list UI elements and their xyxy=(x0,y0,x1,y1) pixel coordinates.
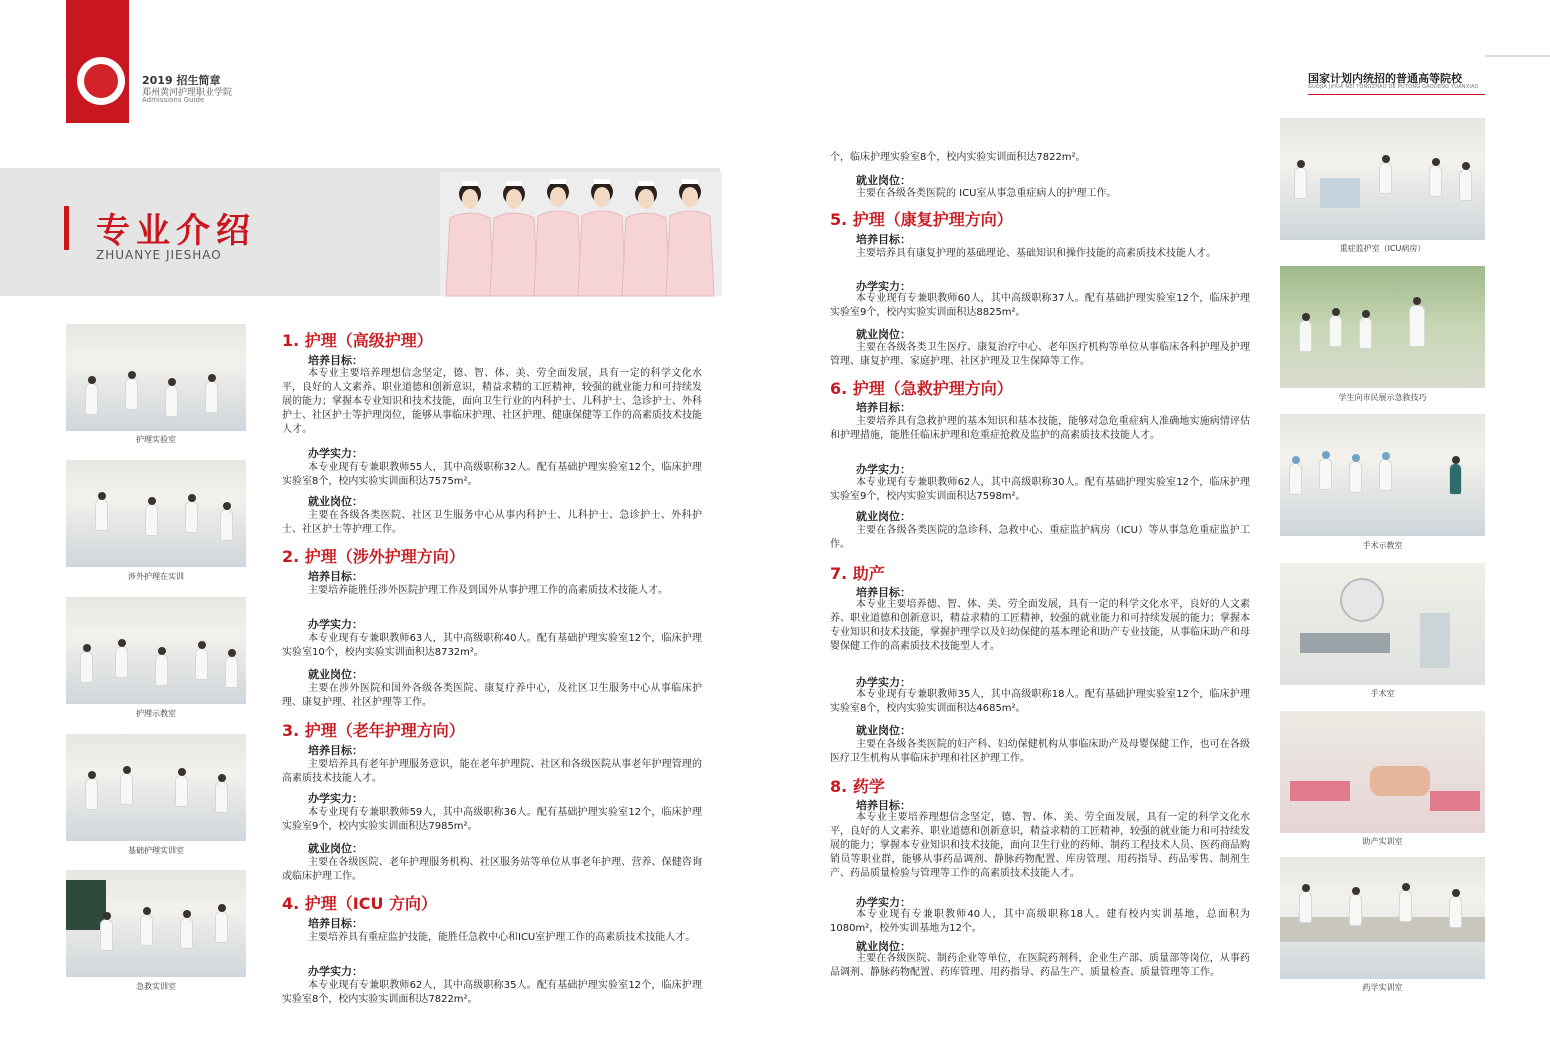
major-4-jobs: 主要在各级各类医院的 ICU室从事急重症病人的护理工作。 xyxy=(856,188,1117,199)
major-5-jobs: 主要在各级各类卫生医疗、康复治疗中心、老年医疗机构等单位从事临床各科护理及护理管理、康复护理、家庭护理、社区护理及卫生保障等工作。 xyxy=(830,342,1250,367)
major-2-strength: 本专业现有专兼职教师63人，其中高级职称40人。配有基础护理实验室12个，临床护理实验室10个，校内实验实训面积达8732m²。 xyxy=(282,633,702,658)
goal-label: 培养目标： xyxy=(308,570,363,583)
jobs-label: 就业岗位： xyxy=(308,842,363,855)
photo-nursing-lab xyxy=(66,324,246,431)
major-7-goal: 本专业主要培养德、智、体、美、劳全面发展，具有一定的科学文化水平，良好的人文素养、职业道德和创新意识，精益求精的工匠精神，较强的就业能力和可持续发展的能力；掌握本专业知识和技术技能，掌握护理学以及妇幼保健的基本理论和助产专业技能，从事临床助产和母婴保健工作的高素质技术技能型人才。 xyxy=(830,599,1250,652)
strength-label: 办学实力： xyxy=(308,965,363,978)
jobs-label: 就业岗位： xyxy=(856,724,911,737)
strength-label: 办学实力： xyxy=(856,463,911,476)
major-2-goal: 主要培养能胜任涉外医院护理工作及到国外从事护理工作的高素质技术技能人才。 xyxy=(308,585,668,596)
strength-label: 办学实力： xyxy=(856,896,911,909)
major-3-jobs: 主要在各级医院、老年护理服务机构、社区服务站等单位从事老年护理、营养、保健咨询或临床护理工作。 xyxy=(282,857,702,882)
major-3-goal: 主要培养具有老年护理服务意识，能在老年护理院、社区和各级医院从事老年护理管理的高素质技术技能人才。 xyxy=(282,759,702,784)
major-8-title: 8. 药学 xyxy=(830,777,885,796)
major-7-jobs: 主要在各级各类医院的妇产科、妇幼保健机构从事临床助产及母婴保健工作，也可在各级医疗卫生机构从事临床护理和社区护理工作。 xyxy=(830,739,1250,764)
goal-label: 培养目标： xyxy=(308,917,363,930)
jobs-label: 就业岗位： xyxy=(856,174,911,187)
page-title: 专业介绍 xyxy=(96,211,256,251)
photo-first-aid-demo xyxy=(1280,266,1485,388)
right-page-title: 国家计划内统招的普通高等院校 xyxy=(1308,72,1462,85)
strength-label: 办学实力： xyxy=(308,618,363,631)
photo-surgery-demo-room xyxy=(1280,414,1485,536)
goal-label: 培养目标： xyxy=(856,233,911,246)
photo-caption: 手术示教室 xyxy=(1362,541,1403,550)
photo-caption: 重症监护室（ICU病房） xyxy=(1339,244,1426,253)
nurses-group-photo xyxy=(440,172,722,296)
major-6-title: 6. 护理（急救护理方向） xyxy=(830,379,1013,398)
right-page-subtitle: GUOJIA JIHUA NEI TONGZHAO DE PUTONG GAODENG YUANXIAO xyxy=(1308,84,1479,90)
strength-label: 办学实力： xyxy=(308,792,363,805)
major-4-strength-part1: 本专业现有专兼职教师62人，其中高级职称35人。配有基础护理实验室12个，临床护理实验室8个，校内实验实训面积达7822m²。 xyxy=(282,980,702,1005)
major-2-jobs: 主要在涉外医院和国外各级各类医院、康复疗养中心，及社区卫生服务中心从事临床护理、康复护理、社区护理等工作。 xyxy=(282,683,702,708)
strength-label: 办学实力： xyxy=(856,280,911,293)
page-title-pinyin: ZHUANYE JIESHAO xyxy=(96,248,222,262)
major-6-goal: 主要培养具有急救护理的基本知识和基本技能，能够对急危重症病人准确地实施病情评估和护理措施，能胜任临床护理和危重症抢救及监护的高素质技术技能人才。 xyxy=(830,416,1250,441)
strength-label: 办学实力： xyxy=(308,447,363,460)
photo-caption: 急救实训室 xyxy=(136,982,176,991)
goal-label: 培养目标： xyxy=(856,401,911,414)
major-5-title: 5. 护理（康复护理方向） xyxy=(830,210,1013,229)
photo-caption: 学生向市民展示急救技巧 xyxy=(1338,393,1427,402)
major-3-title: 3. 护理（老年护理方向） xyxy=(282,721,465,740)
jobs-label: 就业岗位： xyxy=(308,668,363,681)
school-logo-emblem xyxy=(84,64,118,98)
photo-caption: 药学实训室 xyxy=(1362,983,1403,992)
major-8-goal: 本专业主要培养理想信念坚定，德、智、体、美、劳全面发展，具有一定的科学文化水平，良好的人文素养、职业道德和创新意识，精益求精的工匠精神，较强的就业能力和可持续发展的能力；掌握本专业知识和技术技能，面向卫生行业的药师、制药工程技术人员、医药商品购销员等职业群，能够从事药品调剂、静脉药物配置、库房管理、用药指导、药品零售、制剂生产、药品质量检验与管理等工作的高素质技术技能人才。 xyxy=(830,812,1250,879)
goal-label: 培养目标： xyxy=(856,799,911,812)
header-divider-gray xyxy=(1485,55,1550,57)
photo-basic-nursing-room xyxy=(66,734,246,841)
major-4-title: 4. 护理（ICU 方向） xyxy=(282,894,438,913)
photo-first-aid-room xyxy=(66,870,246,977)
photo-foreign-nursing-training xyxy=(66,460,246,567)
major-3-strength: 本专业现有专兼职教师59人，其中高级职称36人。配有基础护理实验室12个，临床护理实验室9个，校内实验实训面积达7985m²。 xyxy=(282,807,702,832)
photo-nursing-demo-room xyxy=(66,597,246,704)
banner-accent-bar xyxy=(64,206,69,250)
guide-english-label: Admissions Guide xyxy=(142,96,205,104)
major-4-goal: 主要培养具有重症监护技能，能胜任急救中心和ICU室护理工作的高素质技术技能人才。 xyxy=(308,932,696,943)
major-1-strength: 本专业现有专兼职教师55人，其中高级职称32人。配有基础护理实验室12个，临床护理实验室8个，校内实验实训面积达7575m²。 xyxy=(282,462,702,487)
goal-label: 培养目标： xyxy=(856,586,911,599)
jobs-label: 就业岗位： xyxy=(856,940,911,953)
major-1-title: 1. 护理（高级护理） xyxy=(282,331,433,350)
photo-caption: 基础护理实训室 xyxy=(128,846,184,855)
photo-pharmacy-lab xyxy=(1280,857,1485,979)
header-divider xyxy=(1308,94,1485,95)
jobs-label: 就业岗位： xyxy=(308,495,363,508)
school-name: 郑州黄河护理职业学院 xyxy=(142,88,233,98)
jobs-label: 就业岗位： xyxy=(856,328,911,341)
major-6-strength: 本专业现有专兼职教师62人，其中高级职称30人。配有基础护理实验室12个，临床护理实验室9个，校内实验实训面积达7598m²。 xyxy=(830,477,1250,502)
major-7-title: 7. 助产 xyxy=(830,564,885,583)
photo-caption: 涉外护理在实训 xyxy=(128,572,184,581)
major-5-goal: 主要培养具有康复护理的基础理论、基础知识和操作技能的高素质技术技能人才。 xyxy=(856,248,1216,259)
major-1-goal: 本专业主要培养理想信念坚定，德、智、体、美、劳全面发展，具有一定的科学文化水平，良好的人文素养、职业道德和创新意识，精益求精的工匠精神，较强的就业能力和可持续发展的能力；掌握本专业知识和技术技能，面向卫生行业的内科护士、儿科护士、急诊护士、外科护士、社区护士等护理岗位，能够从事临床护理、社区护理、健康保健等工作的高素质技术技能人才。 xyxy=(282,368,702,435)
major-4-strength-continued: 个，临床护理实验室8个，校内实验实训面积达7822m²。 xyxy=(830,152,1086,163)
major-5-strength: 本专业现有专兼职教师60人，其中高级职称37人。配有基础护理实验室12个，临床护理实验室9个，校内实验实训面积达8825m²。 xyxy=(830,293,1250,318)
photo-operating-room xyxy=(1280,563,1485,685)
major-2-title: 2. 护理（涉外护理方向） xyxy=(282,547,465,566)
goal-label: 培养目标： xyxy=(308,354,363,367)
major-1-jobs: 主要在各级各类医院、社区卫生服务中心从事内科护士、儿科护士、急诊护士、外科护士、社区护士等护理工作。 xyxy=(282,510,702,535)
goal-label: 培养目标： xyxy=(308,744,363,757)
brochure-year-title: 2019 招生简章 xyxy=(142,74,221,87)
major-7-strength: 本专业现有专兼职教师35人，其中高级职称18人。配有基础护理实验室12个，临床护理实验室8个，校内实验实训面积达4685m²。 xyxy=(830,689,1250,714)
jobs-label: 就业岗位： xyxy=(856,510,911,523)
photo-icu-ward xyxy=(1280,118,1485,240)
photo-caption: 护理示教室 xyxy=(136,709,176,718)
photo-midwifery-room xyxy=(1280,711,1485,833)
major-8-jobs: 主要在各级医院、制药企业等单位，在医院药剂科，企业生产部、质量部等岗位，从事药品调剂、静脉药物配置、药库管理、用药指导、药品生产、质量检查、质量管理等工作。 xyxy=(830,953,1250,978)
photo-caption: 手术室 xyxy=(1370,689,1395,698)
photo-caption: 护理实验室 xyxy=(136,435,176,444)
major-8-strength: 本专业现有专兼职教师40人，其中高级职称18人。建有校内实训基地，总面积为1080m²，校外实训基地为12个。 xyxy=(830,909,1250,934)
strength-label: 办学实力： xyxy=(856,676,911,689)
major-6-jobs: 主要在各级各类医院的急诊科、急救中心、重症监护病房（ICU）等从事急危重症监护工作。 xyxy=(830,525,1250,550)
photo-caption: 助产实训室 xyxy=(1362,837,1403,846)
